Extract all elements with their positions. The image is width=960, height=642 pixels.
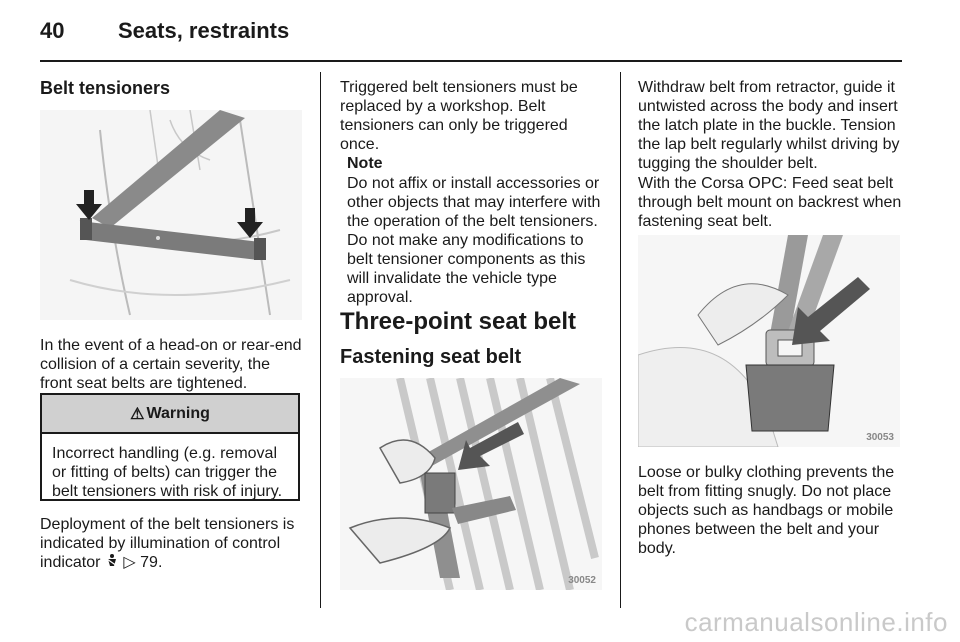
section-title: Seats, restraints (118, 18, 290, 43)
warning-text: Incorrect handling (e.g. removal or fitting of belts) can trigger the belt tensioners with risk of injury. (52, 445, 283, 500)
warning-title: Warning (146, 404, 210, 422)
deployment-text: Deployment of the belt tensioners is indicated by illumination of control indicator (40, 516, 295, 571)
figure-number: 30052 (568, 575, 596, 586)
warning-triangle-icon: ⚠ (130, 405, 145, 423)
figure-number: 30053 (866, 432, 894, 443)
site-watermark: carmanualsonline.info (684, 607, 948, 637)
tensioner-paragraph: In the event of a head-on or rear-end collision of a certain severity, the front seat belts are tightened. (40, 337, 302, 392)
warning-header (42, 395, 298, 434)
page-reference[interactable]: 79. (140, 554, 163, 571)
three-point-heading: Three-point seat belt (340, 308, 577, 335)
belt-tensioner-illustration (40, 110, 302, 320)
deployment-paragraph (40, 515, 302, 572)
belt-tensioner-indicator-icon (105, 553, 119, 572)
page-reference-icon: ▷ (123, 554, 136, 571)
warning-box (40, 393, 300, 501)
belt-tensioners-heading: Belt tensioners (40, 78, 171, 98)
column-divider-1 (320, 72, 321, 608)
clothing-paragraph: Loose or bulky clothing prevents the belt from fitting snugly. Do not place objects such as handbags or mobile phones between the belt and your body. (638, 464, 895, 557)
fastening-illustration (340, 378, 602, 590)
triggered-paragraph: Triggered belt tensioners must be replaced by a workshop. Belt tensioners can only be triggered once. (340, 79, 578, 153)
column-divider-2 (620, 72, 621, 608)
corsa-opc-paragraph: With the Corsa OPC: Feed seat belt through belt mount on backrest when fastening seat belt. (638, 175, 902, 230)
note-label: Note (347, 155, 383, 172)
fastening-heading: Fastening seat belt (340, 346, 522, 368)
withdraw-paragraph: Withdraw belt from retractor, guide it untwisted across the body and insert the latch plate in the buckle. Tension the lap belt regularly whilst driving by tugging the shoulder belt. (638, 79, 900, 172)
page-number: 40 (40, 18, 65, 43)
buckle-illustration (638, 235, 900, 447)
header-rule (40, 60, 902, 62)
note-text: Do not affix or install accessories or other objects that may interfere with the operation of the belt tensioners. Do not make any modifications to belt tensioner components as this will invalidate the vehicle type approval. (347, 175, 601, 306)
